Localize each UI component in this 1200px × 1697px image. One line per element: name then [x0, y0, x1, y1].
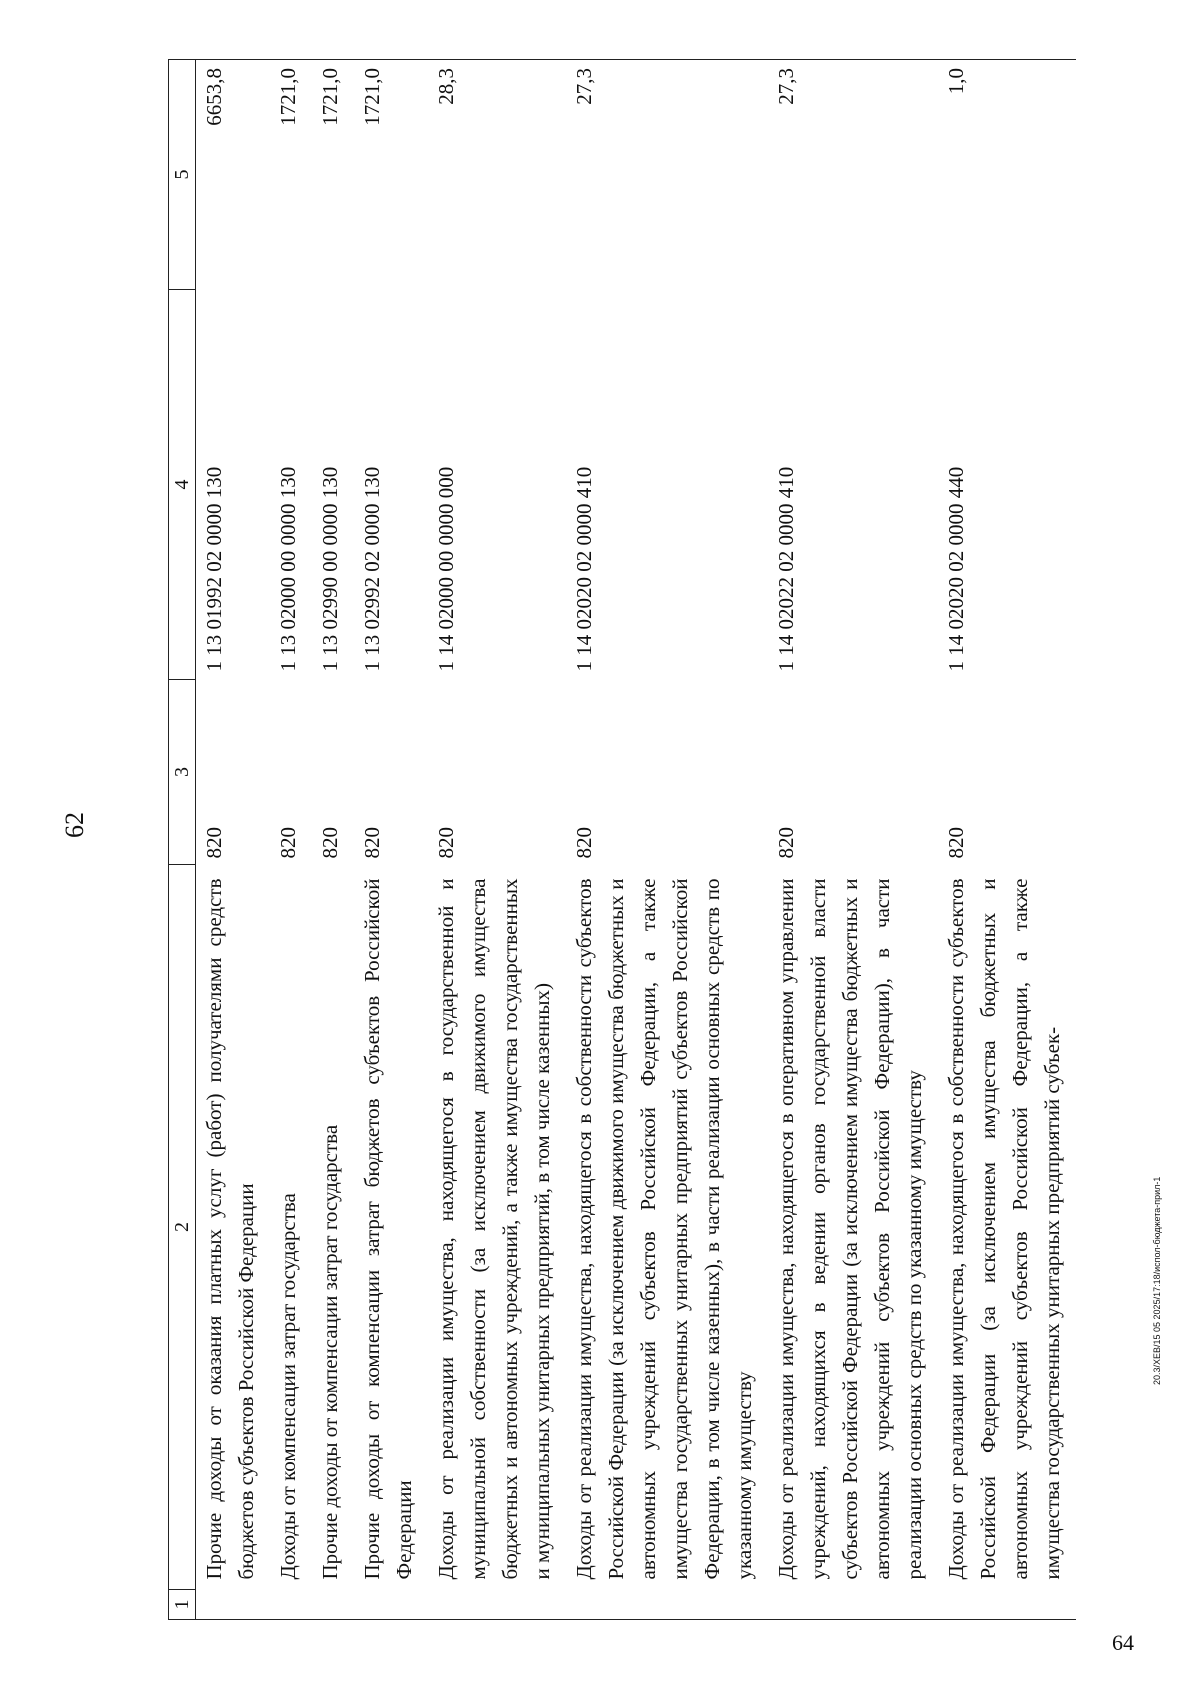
row-index-cell — [312, 1590, 354, 1620]
table-row — [354, 60, 428, 1620]
budget-code-cell: 1 14 02000 00 0000 000 — [434, 466, 458, 672]
admin-code-cell: 820 — [434, 827, 458, 859]
row-index-cell — [768, 1590, 938, 1620]
column-header-1: 1 — [169, 1590, 196, 1620]
column-header-4: 4 — [169, 290, 196, 680]
amount-cell: 1721,0 — [270, 60, 312, 290]
table-row — [270, 60, 312, 1620]
admin-code-cell: 820 — [202, 827, 226, 859]
admin-code-cell: 820 — [318, 827, 342, 859]
rotated-table-container — [168, 60, 1068, 1620]
table-header-row — [169, 60, 196, 1620]
row-index-cell — [196, 1590, 271, 1620]
budget-code-cell: 1 14 02022 02 0000 410 — [774, 466, 798, 672]
row-index-cell — [354, 1590, 428, 1620]
budget-code-cell: 1 14 02020 02 0000 410 — [572, 466, 596, 672]
admin-code-cell: 820 — [774, 827, 798, 859]
row-index-cell — [566, 1590, 768, 1620]
budget-code-cell: 1 13 02990 00 0000 130 — [318, 466, 342, 672]
revenue-name-cell: Прочие доходы от компенсации затрат государства — [318, 1124, 342, 1580]
revenue-table — [168, 59, 1076, 1620]
row-index-cell — [938, 1590, 1076, 1620]
revenue-name-cell: Доходы от компенсации затрат государства — [276, 1193, 300, 1580]
revenue-name-cell: Доходы от реализации имущества, находящегося в собственности субъектов Российской Федерации (за исключением имущества бюджетных и автономных учреждений субъектов Российской Федерации, а также имущества государственных унитарных предприятий субъек- — [944, 878, 1064, 1580]
table-row — [312, 60, 354, 1620]
column-header-3: 3 — [169, 680, 196, 865]
amount-cell: 28,3 — [428, 60, 566, 290]
budget-code-cell: 1 14 02020 02 0000 440 — [944, 466, 968, 672]
budget-code-cell: 1 13 02000 00 0000 130 — [276, 466, 300, 672]
revenue-name-cell: Доходы от реализации имущества, находящегося в оперативном управлении учреждений, находящихся в ведении органов государственной власти субъектов Российской Федерации (за исключением имущества бюджетных и автономных учреждений субъектов Российской Федерации), в части реализации основных средств по указанному имуществу — [774, 878, 926, 1580]
admin-code-cell: 820 — [572, 827, 596, 859]
admin-code-cell: 820 — [276, 827, 300, 859]
budget-code-cell: 1 13 02992 02 0000 130 — [360, 466, 384, 672]
revenue-name-cell: Прочие доходы от оказания платных услуг (работ) получателями средств бюджетов субъектов Российской Федерации — [202, 878, 258, 1580]
amount-cell: 1,0 — [938, 60, 1076, 290]
amount-cell: 27,3 — [566, 60, 768, 290]
table-row — [428, 60, 566, 1620]
table-row — [768, 60, 938, 1620]
column-header-5: 5 — [169, 60, 196, 290]
budget-code-cell: 1 13 01992 02 0000 130 — [202, 466, 226, 672]
amount-cell: 6653,8 — [196, 60, 271, 290]
row-index-cell — [270, 1590, 312, 1620]
amount-cell: 1721,0 — [312, 60, 354, 290]
table-row — [938, 60, 1076, 1620]
footer-document-id: 20.3/XEB/15 05 2025/17:18/испол-бюджета-прил-1 — [1152, 1176, 1162, 1385]
admin-code-cell: 820 — [944, 827, 968, 859]
revenue-name-cell: Доходы от реализации имущества, находящегося в собственности субъектов Российской Федерации (за исключением движимого имущества бюджетных и автономных учреждений субъектов Российской Федерации, а также имущества государственных унитарных предприятий субъектов Российской Федерации, в том числе казенных), в части реализации основных средств по указанному имуществу — [572, 878, 756, 1580]
column-header-2: 2 — [169, 865, 196, 1590]
revenue-name-cell: Доходы от реализации имущества, находящегося в государственной и муниципальной собственности (за исключением движимого имущества бюджетных и автономных учреждений, а также имущества государственных и муниципальных унитарных предприятий, в том числе казенных) — [434, 878, 554, 1580]
admin-code-cell: 820 — [360, 827, 384, 859]
revenue-name-cell: Прочие доходы от компенсации затрат бюджетов субъектов Российской Федерации — [360, 878, 416, 1580]
table-row — [196, 60, 271, 1620]
row-index-cell — [428, 1590, 566, 1620]
sheet-number: 64 — [1112, 1630, 1134, 1655]
amount-cell: 1721,0 — [354, 60, 428, 290]
page-number: 62 — [60, 812, 89, 838]
table-row — [566, 60, 768, 1620]
amount-cell: 27,3 — [768, 60, 938, 290]
